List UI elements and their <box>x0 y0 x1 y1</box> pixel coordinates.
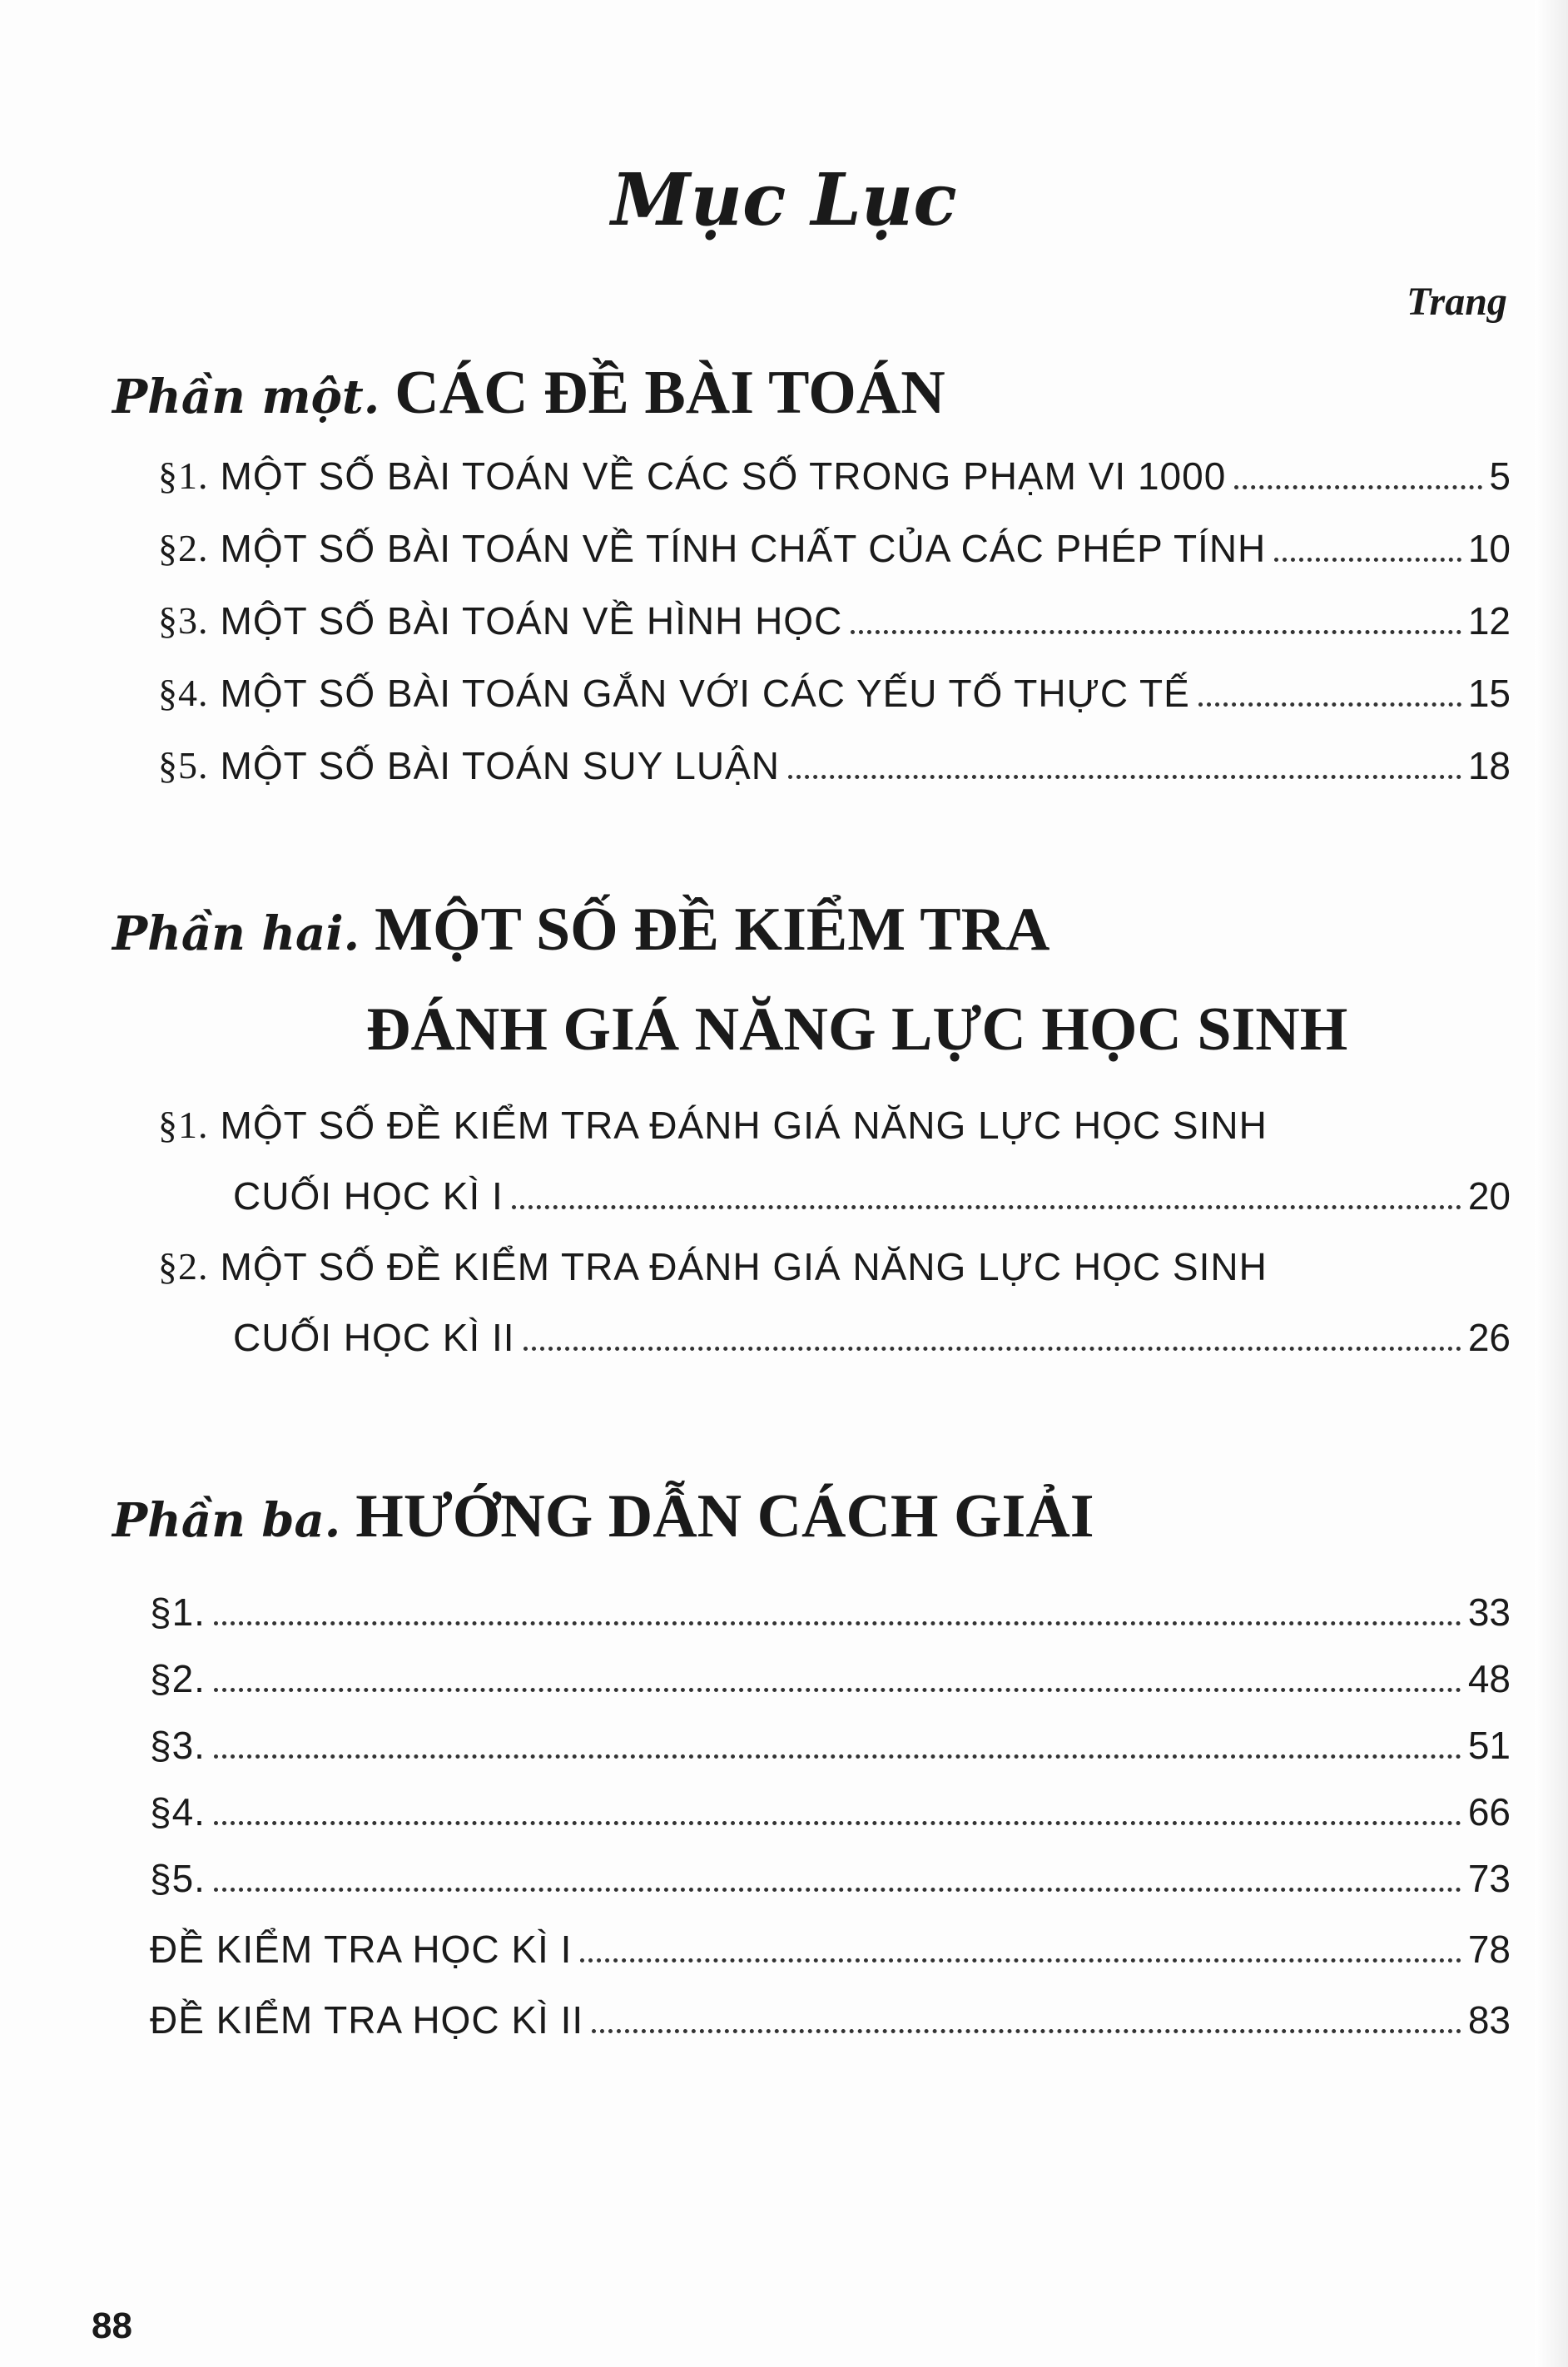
dot-leader <box>214 1821 1461 1825</box>
entry-text: §1. <box>150 1590 206 1634</box>
toc-entry[interactable] <box>158 594 1511 644</box>
part1-heading <box>112 358 945 441</box>
toc-entry[interactable] <box>150 1785 1511 1835</box>
page-number: 66 <box>1467 1790 1511 1834</box>
page-spine-shadow <box>1535 0 1568 2367</box>
section-mark: §1. <box>158 1104 209 1146</box>
toc-entry[interactable] <box>150 1993 1511 2043</box>
entry-text: CUỐI HỌC KÌ II <box>233 1316 515 1359</box>
section-mark: §5. <box>158 744 209 787</box>
toc-entry-continuation[interactable] <box>233 1169 1511 1219</box>
toc-entry[interactable] <box>150 1585 1511 1635</box>
dot-leader <box>214 1888 1461 1892</box>
entry-text: MỘT SỐ BÀI TOÁN SUY LUẬN <box>220 744 780 787</box>
part1-label: Phần một. <box>112 370 380 424</box>
entry-text: MỘT SỐ BÀI TOÁN VỀ HÌNH HỌC <box>220 599 843 643</box>
page-number: 18 <box>1467 744 1511 787</box>
dot-leader <box>1234 485 1482 489</box>
entry-text: §5. <box>150 1857 206 1900</box>
toc-entry[interactable] <box>158 667 1511 717</box>
toc-entry[interactable] <box>158 1099 1511 1149</box>
toc-entry[interactable] <box>158 739 1511 789</box>
entry-text: ĐỀ KIỂM TRA HỌC KÌ II <box>150 1998 584 2042</box>
page-number: 26 <box>1467 1316 1511 1359</box>
dot-leader <box>1274 558 1461 562</box>
entry-text: §4. <box>150 1790 206 1834</box>
part2-label: Phần hai. <box>112 906 360 961</box>
section-mark: §2. <box>158 1245 209 1288</box>
toc-entry-continuation[interactable] <box>233 1311 1511 1361</box>
toc-entry[interactable] <box>158 449 1511 499</box>
page-number: 48 <box>1467 1657 1511 1700</box>
page-number: 12 <box>1467 599 1511 643</box>
toc-entry[interactable] <box>150 1923 1511 1972</box>
part2-heading <box>112 895 1050 978</box>
dot-leader <box>851 630 1461 634</box>
page-number: 73 <box>1467 1857 1511 1900</box>
part3-heading <box>112 1481 1094 1565</box>
section-mark: §4. <box>158 672 209 714</box>
toc-entry[interactable] <box>158 522 1511 572</box>
entry-text: MỘT SỐ BÀI TOÁN VỀ TÍNH CHẤT CỦA CÁC PHÉP TÍNH <box>220 527 1267 570</box>
entry-text: §2. <box>150 1657 206 1700</box>
page-footer-number: 88 <box>92 2305 132 2346</box>
section-mark: §3. <box>158 599 209 642</box>
page-number: 51 <box>1467 1724 1511 1767</box>
toc-entry[interactable] <box>158 1240 1511 1290</box>
part3-label: Phần ba. <box>112 1493 341 1548</box>
dot-leader <box>214 1621 1461 1625</box>
page-number: 83 <box>1467 1998 1511 2042</box>
page-title: Mục Lục <box>611 158 957 242</box>
dot-leader <box>512 1205 1461 1209</box>
page-number: 20 <box>1467 1174 1511 1218</box>
dot-leader <box>214 1688 1461 1692</box>
page-column-label: Trang <box>1407 280 1507 324</box>
page-number: 78 <box>1467 1928 1511 1971</box>
entry-text: §3. <box>150 1724 206 1767</box>
dot-leader <box>214 1754 1461 1759</box>
page-number: 5 <box>1489 454 1511 498</box>
toc-entry[interactable] <box>150 1652 1511 1702</box>
entry-text: MỘT SỐ BÀI TOÁN GẮN VỚI CÁC YẾU TỐ THỰC TẾ <box>220 672 1190 715</box>
part2-title-line1: MỘT SỐ ĐỀ KIỂM TRA <box>375 896 1050 964</box>
entry-text: ĐỀ KIỂM TRA HỌC KÌ I <box>150 1928 573 1971</box>
dot-leader <box>1198 702 1461 707</box>
dot-leader <box>580 1958 1461 1963</box>
section-mark: §1. <box>158 454 209 497</box>
part1-title: CÁC ĐỀ BÀI TOÁN <box>394 359 945 427</box>
dot-leader <box>523 1347 1461 1351</box>
entry-text: MỘT SỐ ĐỀ KIỂM TRA ĐÁNH GIÁ NĂNG LỰC HỌC SINH <box>220 1245 1268 1288</box>
page-number: 33 <box>1467 1590 1511 1634</box>
dot-leader <box>788 775 1461 779</box>
entry-text: MỘT SỐ ĐỀ KIỂM TRA ĐÁNH GIÁ NĂNG LỰC HỌC SINH <box>220 1104 1268 1147</box>
entry-text: MỘT SỐ BÀI TOÁN VỀ CÁC SỐ TRONG PHẠM VI 1000 <box>220 454 1227 498</box>
part3-title: HƯỚNG DẪN CÁCH GIẢI <box>355 1482 1094 1551</box>
section-mark: §2. <box>158 527 209 569</box>
page-number: 10 <box>1467 527 1511 570</box>
part2-title-line2: ĐÁNH GIÁ NĂNG LỰC HỌC SINH <box>366 995 1348 1064</box>
page-number: 15 <box>1467 672 1511 715</box>
entry-text: CUỐI HỌC KÌ I <box>233 1174 504 1218</box>
dot-leader <box>592 2029 1461 2033</box>
toc-entry[interactable] <box>150 1852 1511 1902</box>
toc-entry[interactable] <box>150 1719 1511 1769</box>
